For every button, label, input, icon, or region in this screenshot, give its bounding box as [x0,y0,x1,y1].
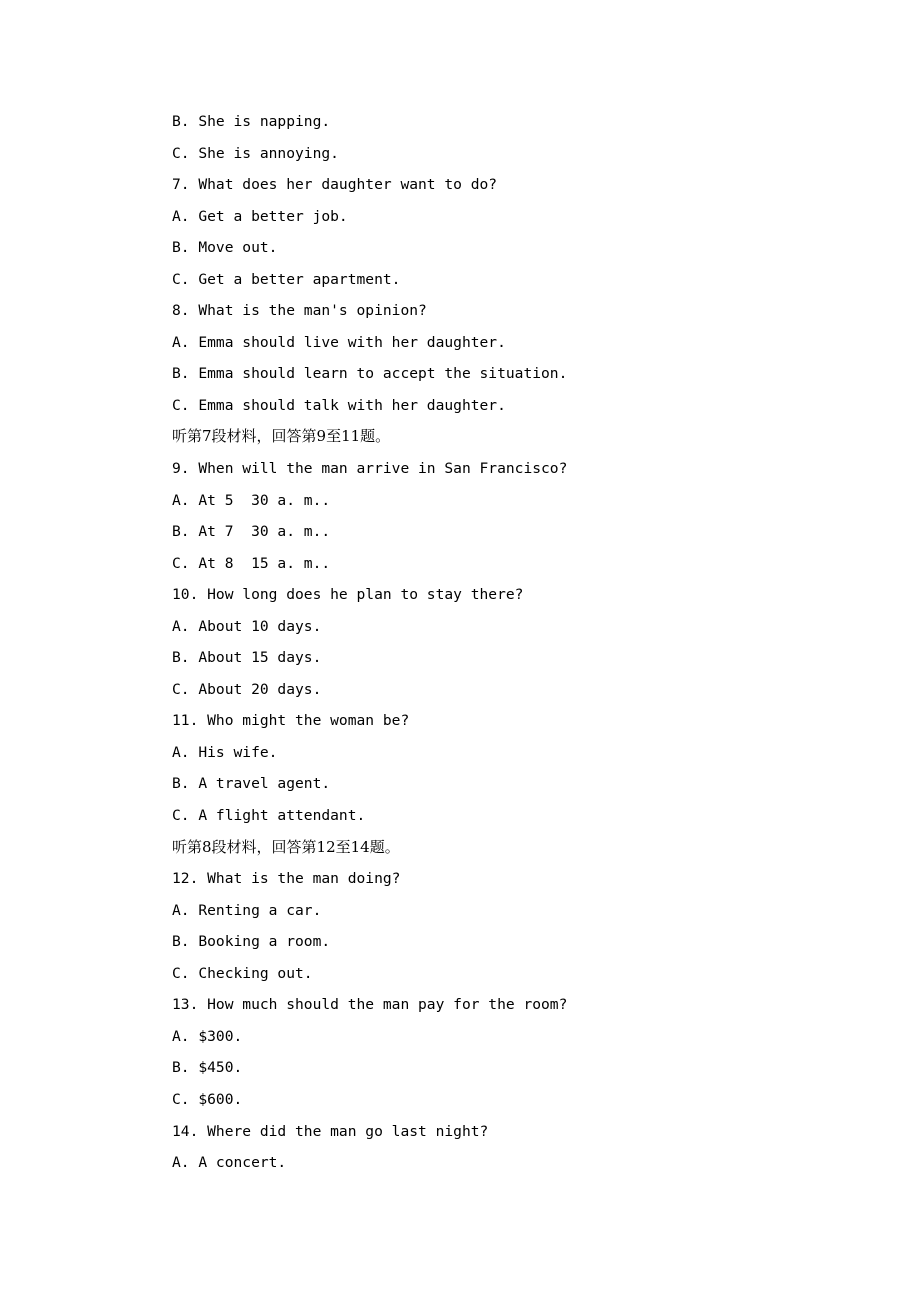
option-line: C. She is annoying. [172,144,339,162]
question-line: 13. How much should the man pay for the room? [172,996,568,1014]
question-line: 12. What is the man doing? [172,870,401,888]
option-line: A. $300. [172,1027,243,1045]
option-line: B. Move out. [172,239,278,257]
option-line: A. Emma should live with her daughter. [172,333,506,351]
option-line: B. At 7 30 a. m.. [172,523,331,541]
question-line: 9. When will the man arrive in San Francisco? [172,460,568,478]
option-line: C. Checking out. [172,964,313,982]
question-line: 10. How long does he plan to stay there? [172,586,524,604]
option-line: B. A travel agent. [172,775,331,793]
option-line: B. $450. [172,1059,243,1077]
option-line: B. Booking a room. [172,933,331,951]
section-instruction: 听第8段材料，回答第12至14题。 [172,837,400,856]
question-line: 7. What does her daughter want to do? [172,176,498,194]
option-line: C. Get a better apartment. [172,270,401,288]
option-line: C. About 20 days. [172,680,322,698]
question-line: 11. Who might the woman be? [172,712,410,730]
option-line: C. Emma should talk with her daughter. [172,396,506,414]
option-line: A. At 5 30 a. m.. [172,491,331,509]
option-line: C. A flight attendant. [172,807,366,825]
section-instruction: 听第7段材料，回答第9至11题。 [172,427,391,446]
option-line: A. Renting a car. [172,901,322,919]
option-line: A. Get a better job. [172,207,348,225]
option-line: A. About 10 days. [172,617,322,635]
document-body [172,106,872,1179]
option-line: C. $600. [172,1090,243,1108]
question-line: 14. Where did the man go last night? [172,1122,489,1140]
option-line: A. A concert. [172,1154,287,1172]
option-line: A. His wife. [172,743,278,761]
option-line: C. At 8 15 a. m.. [172,554,331,572]
option-line: B. About 15 days. [172,649,322,667]
option-line: B. Emma should learn to accept the situation. [172,365,568,383]
question-line: 8. What is the man's opinion? [172,302,427,320]
option-line: B. She is napping. [172,113,331,130]
